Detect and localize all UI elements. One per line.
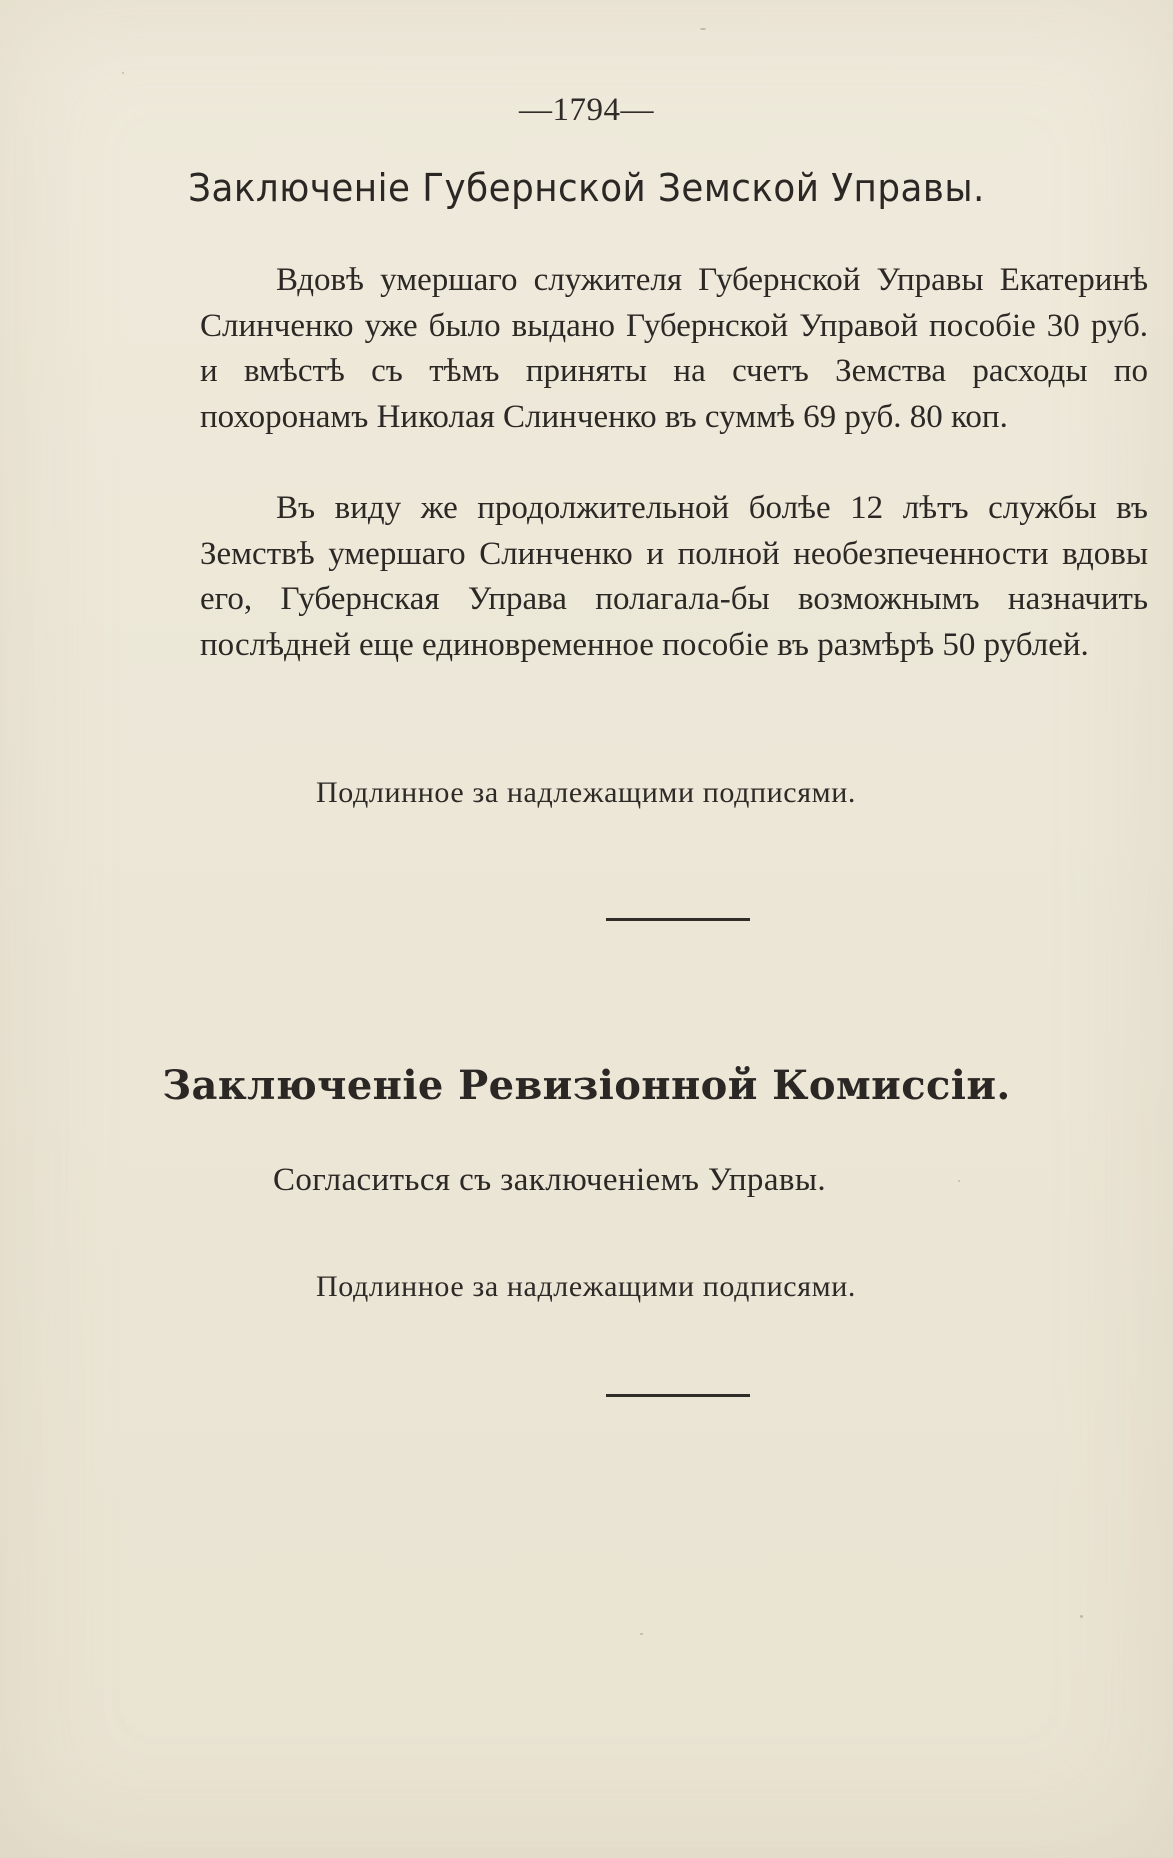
- signature-note-commission: Подлинное за надлежащими подписями.: [316, 1270, 856, 1303]
- paper-speck: [1080, 1615, 1083, 1618]
- paragraph-text: Въ виду же продолжительной болѣе 12 лѣтъ службы въ Земствѣ умершаго Слинченко и полной необезпеченности вдовы его, Губернская Управа полагала-бы возможнымъ назначить послѣдней еще единовременное пособіе въ размѣрѣ 50 рублей.: [200, 490, 1148, 663]
- section-divider: [606, 918, 750, 921]
- paragraph-widow-allowance: [200, 258, 1148, 440]
- paper-speck: [700, 28, 706, 30]
- paper-speck: [122, 72, 124, 74]
- heading-revision-commission-conclusion: Заключеніе Ревизіонной Комиссіи.: [162, 1062, 1011, 1109]
- paragraph-service-proposal: [200, 486, 1148, 668]
- section-divider: [606, 1394, 750, 1397]
- heading-uprava-conclusion: Заключеніе Губернской Земской Управы.: [188, 166, 985, 210]
- page-number: —1794—: [519, 92, 654, 128]
- signature-note-uprava: Подлинное за надлежащими подписями.: [316, 776, 856, 809]
- commission-decision: Согласиться съ заключеніемъ Управы.: [273, 1162, 827, 1198]
- paper-speck: [958, 1180, 960, 1182]
- paper-speck: [640, 1633, 643, 1635]
- paragraph-text: Вдовѣ умершаго служителя Губернской Управы Екатеринѣ Слинченко уже было выдано Губернской Управой пособіе 30 руб. и вмѣстѣ съ тѣмъ приняты на счетъ Земства расходы по похоронамъ Николая Слинченко въ суммѣ 69 руб. 80 коп.: [200, 262, 1148, 435]
